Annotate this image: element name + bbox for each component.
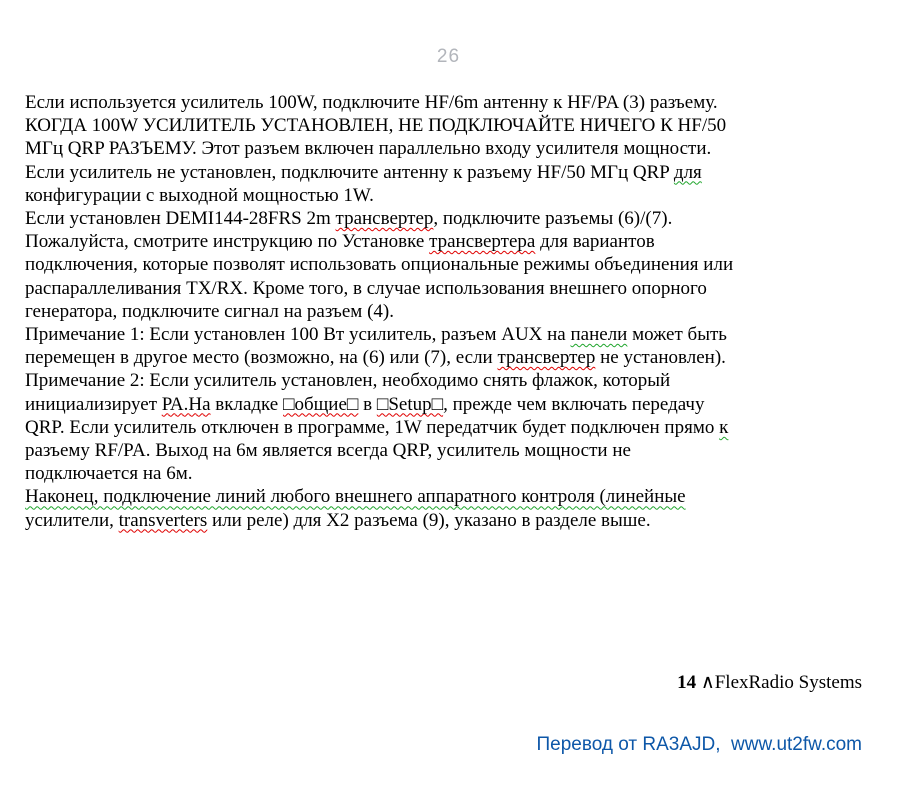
text-segment: Пожалуйста, смотрите инструкцию по Установке xyxy=(25,231,430,253)
text-line xyxy=(25,509,870,532)
text-segment: не установлен). xyxy=(595,347,726,369)
text-segment: подключения, которые позволят использовать опциональные режимы объединения или xyxy=(25,254,734,276)
text-line xyxy=(25,300,870,323)
spellcheck-green-segment: для xyxy=(673,161,702,183)
footer-brand xyxy=(677,671,862,694)
text-segment: , подключите разъемы (6)/(7). xyxy=(433,208,673,230)
text-line xyxy=(25,184,870,207)
spellcheck-green-segment: к xyxy=(719,416,729,438)
spellcheck-green-segment: панели xyxy=(570,324,628,346)
text-segment: распараллеливания TX/RX. Кроме того, в случае использования внешнего опорного xyxy=(25,277,707,299)
footer-brand-name: ∧FlexRadio Systems xyxy=(700,672,862,693)
page-number: 26 xyxy=(436,46,461,67)
text-line xyxy=(25,323,870,346)
text-line xyxy=(25,230,870,253)
text-segment: в xyxy=(358,393,377,415)
text-segment: инициализирует xyxy=(25,393,162,415)
text-segment: Если установлен DEMI144-28FRS 2m xyxy=(25,208,336,230)
text-line xyxy=(25,439,870,462)
text-line xyxy=(25,161,870,184)
text-line xyxy=(25,346,870,369)
text-line xyxy=(25,137,870,160)
text-segment: КОГДА 100W УСИЛИТЕЛЬ УСТАНОВЛЕН, НЕ ПОДКЛЮЧАЙТЕ НИЧЕГО К HF/50 xyxy=(25,115,727,137)
text-segment: перемещен в другое место (возможно, на (6) или (7), если xyxy=(25,347,498,369)
spellcheck-red-segment: □Setup□ xyxy=(376,393,444,415)
text-line xyxy=(25,369,870,392)
text-segment: или реле) для X2 разъема (9), указано в разделе выше. xyxy=(207,509,651,531)
spellcheck-green-segment: Наконец, подключение линий любого внешнего аппаратного контроля (линейные xyxy=(25,486,686,508)
text-line xyxy=(25,416,870,439)
text-line xyxy=(25,277,870,300)
text-segment: Примечание 1: Если установлен 100 Вт усилитель, разъем AUX на xyxy=(25,324,571,346)
spellcheck-red-segment: трансвертер xyxy=(497,347,596,369)
text-segment: Примечание 2: Если усилитель установлен, необходимо снять флажок, который xyxy=(25,370,671,392)
footer-page-label: 14 xyxy=(677,672,697,693)
text-segment: Если усилитель не установлен, подключите антенну к разъему HF/50 МГц QRP xyxy=(25,161,674,183)
translation-credit: Перевод от RA3AJD, www.ut2fw.com xyxy=(536,734,862,755)
text-segment: QRP. Если усилитель отключен в программе, 1W передатчик будет подключен прямо xyxy=(25,416,720,438)
text-line xyxy=(25,462,870,485)
text-segment: усилители, xyxy=(25,509,119,531)
text-line xyxy=(25,393,870,416)
text-line xyxy=(25,207,870,230)
text-segment: подключается на 6м. xyxy=(25,463,193,485)
text-segment: , прежде чем включать передачу xyxy=(443,393,705,415)
spellcheck-red-segment: □общие□ xyxy=(283,393,359,415)
text-segment: вкладке xyxy=(210,393,283,415)
text-line xyxy=(25,114,870,137)
text-segment: разъему RF/PA. Выход на 6м является всегда QRP, усилитель мощности не xyxy=(25,440,631,462)
text-segment: конфигурации с выходной мощностью 1W. xyxy=(25,184,374,206)
spellcheck-red-segment: transverters xyxy=(118,509,208,531)
text-segment: может быть xyxy=(627,324,727,346)
text-segment: Если используется усилитель 100W, подключите HF/6m антенну к HF/PA (3) разъему. xyxy=(25,92,718,113)
text-line xyxy=(25,485,870,508)
text-segment: МГц QRP РАЗЪЕМУ. Этот разъем включен параллельно входу усилителя мощности. xyxy=(25,138,712,160)
body-text xyxy=(25,91,870,532)
spellcheck-red-segment: трансвертер xyxy=(335,208,434,230)
text-segment: генератора, подключите сигнал на разъем (4). xyxy=(25,300,394,322)
spellcheck-red-segment: РА.На xyxy=(161,393,211,415)
text-segment: для вариантов xyxy=(535,231,655,253)
text-line xyxy=(25,91,870,114)
text-line xyxy=(25,253,870,276)
spellcheck-red-segment: трансвертера xyxy=(429,231,536,253)
